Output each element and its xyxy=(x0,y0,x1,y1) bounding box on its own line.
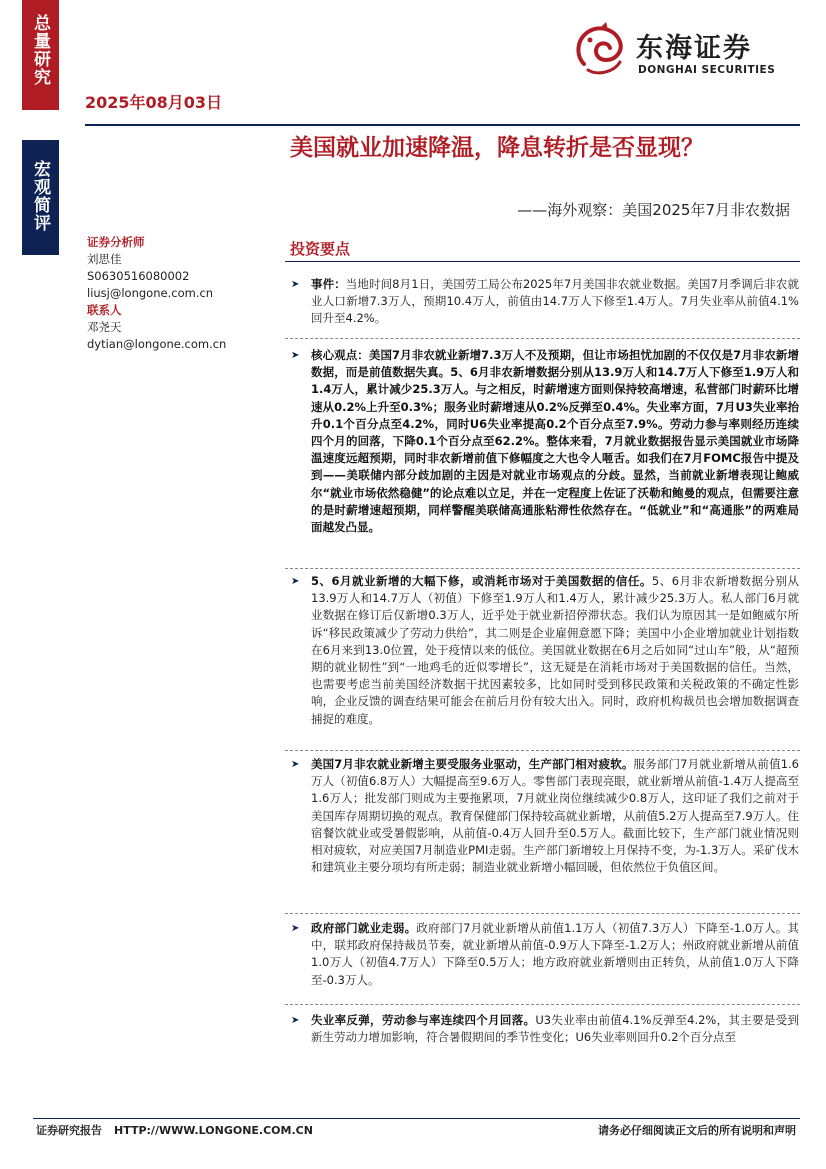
arrow-bullet-icon: ➤ xyxy=(291,350,300,361)
report-type-tag: 宏观简评 xyxy=(22,140,59,255)
footer-disclaimer: 请务必仔细阅读正文后的所有说明和声明 xyxy=(598,1124,796,1137)
report-title: 美国就业加速降温，降息转折是否显现？ xyxy=(290,135,704,161)
arrow-bullet-icon: ➤ xyxy=(291,759,300,770)
header-rule xyxy=(85,124,800,126)
key-point-text: 政府部门7月就业新增从前值1.1万人（初值7.3万人）下降至-1.0万人。其中，联邦政府保持裁员节奏，就业新增从前值-0.9万人下降至-1.2万人；州政府就业新增从前值1.0万人（初值4.7万人）下降至0.5万人；地方政府就业新增则由正转负，从前值1.0万人下降至-0.3万人。 xyxy=(311,921,800,987)
key-point-text: 美国7月非农就业新增7.3万人不及预期，但让市场担忧加剧的不仅仅是7月非农新增数据，而是前值数据失真。5、6月非农新增数据分别从13.9万人和14.7万人下修至1.9万人和1.4万人，累计减少25.3万人。与之相反，时薪增速方面则保持较高增速，私营部门时薪环比增速从0.2%上升至0.3%；服务业时薪增速从0.2%反弹至0.4%。失业率方面，7月U3失业率抬升0.1个百分点至4.2%，同时U6失业率提高0.2个百分点至7.9%。劳动力参与率则经历连续四个月的回落，下降0.1个百分点至62.2%。整体来看，7月就业数据报告显示美国就业市场降温速度远超预期，同时非农新增前值下修幅度之大也令人咂舌。如我们在7月FOMC报告中提及到——美联储内部分歧加剧的主因是对就业市场观点的分歧。显然，当前就业新增表现让鲍威尔“就业市场依然稳健”的论点难以立足，并在一定程度上佐证了沃勒和鲍曼的观点，但需要注意的是时薪增速超预期，同样警醒美联储高通胀粘滞性依然存在。“低就业”和“高通胀”的两难局面越发凸显。 xyxy=(311,348,800,535)
section-title: 投资要点 xyxy=(290,240,351,258)
company-logo xyxy=(570,20,800,85)
analyst-name: 刘思佳 xyxy=(87,252,122,266)
section-rule xyxy=(285,261,800,262)
divider xyxy=(285,1004,800,1005)
arrow-bullet-icon: ➤ xyxy=(291,923,300,934)
divider xyxy=(285,568,800,569)
analyst-email: liusj@longone.com.cn xyxy=(87,286,214,300)
analyst-label: 证券分析师 xyxy=(87,235,145,249)
key-point-2 xyxy=(291,347,799,536)
key-point-6 xyxy=(291,1012,799,1046)
divider xyxy=(285,750,800,751)
arrow-bullet-icon: ➤ xyxy=(291,1015,300,1026)
arrow-bullet-icon: ➤ xyxy=(291,279,300,290)
key-point-lead: 失业率反弹，劳动参与率连续四个月回落。 xyxy=(311,1013,536,1027)
logo-english-name: DONGHAI SECURITIES xyxy=(638,64,776,76)
key-point-5 xyxy=(291,920,799,989)
arrow-bullet-icon: ➤ xyxy=(291,576,300,587)
contact-label: 联系人 xyxy=(87,303,122,317)
key-point-lead: 事件： xyxy=(311,277,346,291)
logo-chinese-name: 东海证券 xyxy=(636,33,752,64)
key-point-lead: 核心观点： xyxy=(311,348,369,362)
key-point-lead: 美国7月非农就业新增主要受服务业驱动，生产部门相对疲软。 xyxy=(311,757,634,771)
footer-rule xyxy=(33,1118,800,1119)
dragon-logo-icon xyxy=(570,20,628,78)
analyst-id: S0630516080002 xyxy=(87,269,190,283)
footer-left xyxy=(36,1122,313,1138)
key-point-text: 当地时间8月1日，美国劳工局公布2025年7月美国非农就业数据。美国7月季调后非农就业人口新增7.3万人，预期10.4万人，前值由14.7万人下修至1.4万人。7月失业率从前值4.1%回升至4.2%。 xyxy=(311,277,800,326)
report-date: 2025年08月03日 xyxy=(85,93,223,112)
report-subtitle: ——海外观察：美国2025年7月非农数据 xyxy=(517,201,790,219)
key-point-3 xyxy=(291,573,799,728)
contact-name: 邓尧天 xyxy=(87,320,122,334)
footer-url-link[interactable]: HTTP://WWW.LONGONE.COM.CN xyxy=(114,1124,313,1137)
contact-email: dytian@longone.com.cn xyxy=(87,337,227,351)
key-point-lead: 政府部门就业走弱。 xyxy=(311,921,417,935)
key-point-text: 服务部门7月就业新增从前值1.6万人（初值6.8万人）大幅提高至9.6万人。零售部门表现亮眼，就业新增从前值-1.4万人提高至1.6万人；批发部门则成为主要拖累项，7月就业岗位继续减少0.8万人，这印证了我们之前对于美国库存周期切换的观点。教育保健部门保持较高就业新增，从前值5.2万人提高至7.9万人。住宿餐饮就业或受暑假影响，从前值-0.4万人回升至0.5万人。截面比较下，生产部门就业情况则相对疲软，对应美国7月制造业PMI走弱。生产部门新增较上月保持不变，为-1.3万人。采矿伐木和建筑业主要分项均有所走弱；制造业就业新增小幅回暖，但依然位于负值区间。 xyxy=(311,757,800,875)
divider xyxy=(285,913,800,914)
footer-report-label: 证券研究报告 xyxy=(36,1124,102,1137)
analyst-info xyxy=(87,234,267,353)
key-point-1 xyxy=(291,276,799,328)
category-tag: 总量研究 xyxy=(22,0,59,110)
key-point-text: U3失业率由前值4.1%反弹至4.2%，其主要是受到新生劳动力增加影响，符合暑假期间的季节性变化；U6失业率则回升0.2个百分点至 xyxy=(311,1013,800,1045)
divider xyxy=(285,338,800,339)
key-point-text: 5、6月非农新增数据分别从13.9万人和14.7万人（初值）下修至1.9万人和1.4万人，累计减少25.3万人。私人部门6月就业数据在修订后仅新增0.3万人，近乎处于就业新招停滞状态。我们认为原因其一是如鲍威尔所诉“移民政策减少了劳动力供给”，其二则是企业雇佣意愿下降；美国中小企业增加就业计划指数在6月来到13.0位置，处于疫情以来的低位。美国就业数据在6月之后如同“过山车”般，从“超预期的就业韧性”到“一地鸡毛的近似零增长”，这无疑是在消耗市场对于美国数据的信任。当然，也需要考虑当前美国经济数据干扰因素较多，比如同时受到移民政策和关税政策的不确定性影响，企业反馈的调查结果可能会在前后月份有较大出入。同时，政府机构裁员也会增加数据调查捕捉的难度。 xyxy=(311,574,799,726)
key-point-lead: 5、6月就业新增的大幅下修，或消耗市场对于美国数据的信任。 xyxy=(311,574,652,588)
key-point-4 xyxy=(291,756,799,876)
